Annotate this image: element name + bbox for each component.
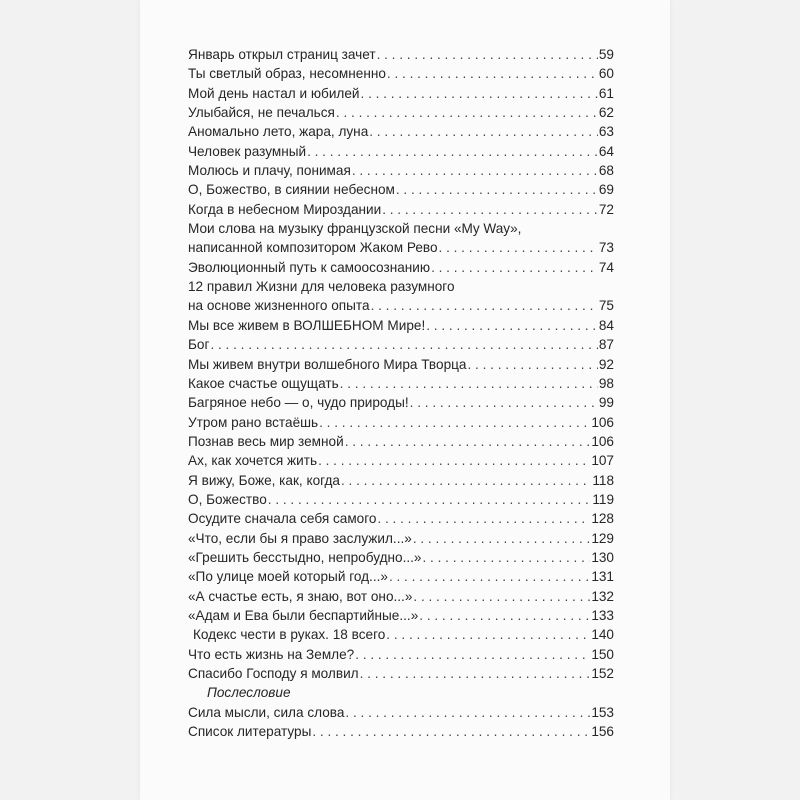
toc-entry <box>188 645 614 664</box>
dot-leader <box>389 567 590 586</box>
dot-leader <box>382 200 598 219</box>
toc-entry-title: Улыбайся, не печалься <box>188 105 335 121</box>
toc-entry-page: 60 <box>598 66 614 82</box>
toc-entry <box>188 296 614 315</box>
toc-entry-page: 129 <box>591 530 614 546</box>
toc-entry-title: Утром рано встаёшь <box>188 414 319 430</box>
toc-entry-title: Сила мысли, сила слова <box>188 704 345 720</box>
toc-entry-title: на основе жизненного опыта <box>188 298 370 314</box>
toc-entry-page: 74 <box>598 259 614 275</box>
dot-leader <box>268 490 592 509</box>
dot-leader <box>340 374 598 393</box>
toc-entry-page: 75 <box>598 298 614 314</box>
dot-leader <box>352 161 598 180</box>
toc-entry-title: Эволюционный путь к самоосознанию <box>188 259 431 275</box>
toc-entry-title: Спасибо Господу я молвил <box>188 666 359 681</box>
toc-entry <box>188 180 614 199</box>
dot-leader <box>387 64 598 83</box>
toc-entry-page: 73 <box>598 240 614 256</box>
dot-leader <box>413 529 591 548</box>
table-of-contents <box>188 45 614 741</box>
dot-leader <box>419 606 590 625</box>
toc-entry-title: О, Божество <box>188 491 267 507</box>
toc-entry-title-line1: Мои слова на музыку французской песни «My Way», <box>188 221 522 237</box>
dot-leader <box>341 471 591 490</box>
toc-entry <box>188 432 614 451</box>
toc-entry-page: 98 <box>598 375 614 391</box>
toc-entry-title: О, Божество, в сиянии небесном <box>188 182 395 198</box>
dot-leader <box>422 548 590 567</box>
toc-entry <box>188 161 614 180</box>
toc-entry-page: 72 <box>598 201 614 217</box>
toc-entry-page: 133 <box>591 607 614 623</box>
toc-entry <box>188 567 614 586</box>
dot-leader <box>318 451 590 470</box>
toc-entry-title: Багряное небо — о, чудо природы! <box>188 395 409 411</box>
toc-entry-title: «Грешить бесстыдно, непробудно...» <box>188 549 422 565</box>
dot-leader <box>307 142 598 161</box>
dot-leader <box>439 238 598 257</box>
dot-leader <box>345 432 591 451</box>
toc-entry-title: Я вижу, Боже, как, когда <box>188 472 340 488</box>
toc-entry-page: 156 <box>591 724 614 740</box>
toc-entry <box>188 335 614 354</box>
dot-leader <box>361 84 598 103</box>
dot-leader <box>336 103 598 122</box>
dot-leader <box>312 722 590 741</box>
toc-entry-first-line <box>188 277 614 296</box>
toc-entry-title: Молюсь и плачу, понимая <box>188 163 351 179</box>
toc-entry <box>188 509 614 528</box>
toc-entry-page: 84 <box>598 317 614 333</box>
toc-entry <box>188 471 614 490</box>
toc-entry <box>188 664 614 683</box>
toc-entry-title: Мой день настал и юбилей <box>188 85 360 101</box>
dot-leader <box>355 645 590 664</box>
dot-leader <box>345 703 590 722</box>
dot-leader <box>319 413 590 432</box>
toc-entry-page: 69 <box>598 182 614 198</box>
toc-entry <box>188 625 614 644</box>
toc-entry-title: «А счастье есть, я знаю, вот оно...» <box>188 588 413 604</box>
toc-entry-page: 63 <box>598 124 614 140</box>
dot-leader <box>467 355 597 374</box>
toc-entry-page: 153 <box>591 704 614 720</box>
toc-entry <box>188 606 614 625</box>
toc-entry-page: 92 <box>598 356 614 372</box>
toc-entry-page: 130 <box>591 549 614 565</box>
toc-entry <box>188 258 614 277</box>
dot-leader <box>377 45 598 64</box>
toc-entry <box>188 451 614 470</box>
toc-entry <box>188 393 614 412</box>
dot-leader <box>210 335 597 354</box>
toc-entry-page: 59 <box>598 47 614 62</box>
toc-entry-title: Осудите сначала себя самого <box>188 511 377 527</box>
toc-entry-title: Когда в небесном Мироздании <box>188 201 382 217</box>
toc-entry <box>188 374 614 393</box>
toc-entry <box>188 413 614 432</box>
toc-entry-first-line <box>188 219 614 238</box>
dot-leader <box>413 587 590 606</box>
toc-entry-page: 106 <box>591 414 614 430</box>
toc-entry <box>188 490 614 509</box>
dot-leader <box>377 509 590 528</box>
toc-entry-page: 61 <box>598 85 614 101</box>
toc-entry-page: 132 <box>591 588 614 604</box>
toc-entry-page: 140 <box>591 627 614 643</box>
toc-entry-title: Познав весь мир земной <box>188 433 344 449</box>
toc-entry-page: 107 <box>591 453 614 469</box>
toc-entry-page: 152 <box>591 666 614 681</box>
toc-entry-title: Мы живем внутри волшебного Мира Творца <box>188 356 467 372</box>
toc-entry <box>188 64 614 83</box>
toc-entry-page: 118 <box>592 472 614 488</box>
toc-entry <box>188 200 614 219</box>
toc-entry-title: Ах, как хочется жить <box>188 453 318 469</box>
toc-entry-title: Какое счастье ощущать <box>188 375 339 391</box>
toc-entry <box>188 316 614 335</box>
toc-entry-page: 99 <box>598 395 614 411</box>
toc-entry-title: Ты светлый образ, несомненно <box>188 66 386 82</box>
toc-entry-title: «Что, если бы я право заслужил...» <box>188 530 412 546</box>
dot-leader <box>360 664 591 683</box>
toc-entry <box>188 548 614 567</box>
dot-leader <box>386 625 590 644</box>
toc-entry-title: «Адам и Ева были беспартийные...» <box>188 607 419 623</box>
toc-entry <box>188 722 614 741</box>
toc-entry-page: 68 <box>598 163 614 179</box>
toc-entry-page: 64 <box>598 143 614 159</box>
afterword-heading: Послесловие <box>207 685 291 701</box>
toc-entry-page: 150 <box>591 646 614 662</box>
toc-entry <box>188 142 614 161</box>
toc-entry <box>188 529 614 548</box>
toc-entry-title: написанной композитором Жаком Рево <box>188 240 438 256</box>
toc-entry-title: Человек разумный <box>188 143 307 159</box>
dot-leader <box>426 316 598 335</box>
toc-entry <box>188 122 614 141</box>
dot-leader <box>431 258 598 277</box>
toc-entry-page: 106 <box>591 433 614 449</box>
toc-entry-title: Аномально лето, жара, луна <box>188 124 369 140</box>
toc-entry <box>188 587 614 606</box>
toc-entry <box>188 355 614 374</box>
toc-entry-title: Бог <box>188 337 210 353</box>
dot-leader <box>369 122 598 141</box>
toc-entry <box>188 238 614 257</box>
dot-leader <box>371 296 598 315</box>
toc-entry-page: 119 <box>592 491 614 507</box>
toc-entry-title: Мы все живем в ВОЛШЕБНОМ Мире! <box>188 317 426 333</box>
toc-entry-title: Январь открыл страниц зачет <box>188 47 376 62</box>
toc-entry-title-line1: 12 правил Жизни для человека разумного <box>188 279 455 295</box>
toc-entry-page: 87 <box>598 337 614 353</box>
dot-leader <box>396 180 598 199</box>
toc-entry-title: Что есть жизнь на Земле? <box>188 646 355 662</box>
toc-entry-title: Кодекс чести в руках. 18 всего <box>193 627 386 643</box>
toc-entry <box>188 84 614 103</box>
toc-entry-page: 62 <box>598 105 614 121</box>
toc-entry-page: 128 <box>591 511 614 527</box>
toc-entry-title: «По улице моей который год...» <box>188 569 388 585</box>
dot-leader <box>410 393 598 412</box>
toc-entry-page: 131 <box>591 569 614 585</box>
toc-entry <box>188 103 614 122</box>
toc-entry-title: Список литературы <box>188 724 312 740</box>
toc-entry <box>188 45 614 64</box>
toc-entry <box>188 703 614 722</box>
